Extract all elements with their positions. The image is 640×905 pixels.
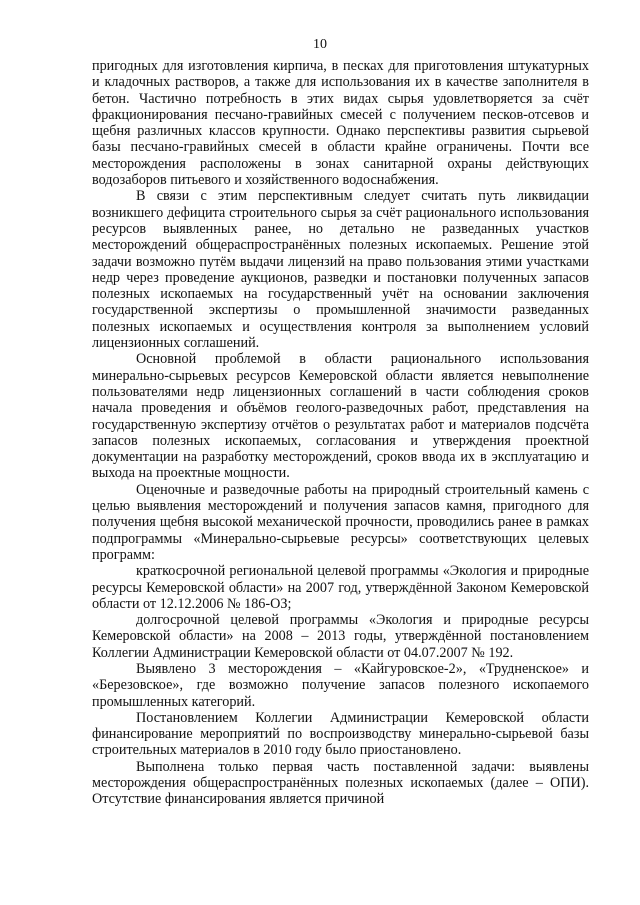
paragraph-long-term-program: долгосрочной целевой программы «Экология и природные ресурсы Кемеровской области» на 2008 – 2013 годы, утверждённой постановлением Коллегии Администрации Кемеровской области от 04.07.2007 № 192. <box>92 612 589 661</box>
paragraph-continuation: пригодных для изготовления кирпича, в песках для приготовления штукатурных и кладочных растворов, а также для использования их в качестве заполнителя в бетон. Частично потребность в этих видах сырья удовлетворяется за счёт фракционирования песчано-гравийных смесей с получением песков-отсевов и щебня различных классов крупности. Однако перспективы развития сырьевой базы песчано-гравийных смесей в области крайне ограничены. Почти все месторождения расположены в зонах санитарной охраны действующих водозаборов питьевого и хозяйственного водоснабжения. <box>92 58 589 189</box>
paragraph-short-term-program: краткосрочной региональной целевой программы «Экология и природные ресурсы Кемеровской области» на 2007 год, утверждённой Законом Кемеровской области от 12.12.2006 № 186-ОЗ; <box>92 563 589 612</box>
paragraph-exploration-work: Оценочные и разведочные работы на природный строительный камень с целью выявления месторождений и получения запасов камня, пригодного для получения щебня высокой механической прочности, проводились ранее в рамках подпрограммы «Минерально-сырьевые ресурсы» соответствующих целевых программ: <box>92 481 589 563</box>
paragraph-funding-suspended: Постановлением Коллегии Администрации Кемеровской области финансирование мероприятий по воспроизводству минерально-сырьевой базы строительных материалов в 2010 году было приостановлено. <box>92 709 589 759</box>
document-body <box>92 58 589 808</box>
paragraph-first-part-done: Выполнена только первая часть поставленной задачи: выявлены месторождения общераспространённых полезных ископаемых (далее – ОПИ). Отсутствие финансирования является причиной <box>92 758 589 808</box>
page-number: 10 <box>313 37 327 52</box>
paragraph-deposits-found: Выявлено 3 месторождения – «Кайгуровское-2», «Трудненское» и «Березовское», где возможно получение запасов полезного ископаемого промышленных категорий. <box>92 660 589 710</box>
paragraph-main-problem: Основной проблемой в области рационального использования минерально-сырьевых ресурсов Кемеровской области является невыполнение пользователями недр лицензионных соглашений в части соблюдения сроков начала проведения и объёмов геолого-разведочных работ, представления на государственную экспертизу отчётов о результатах работ и материалов подсчёта запасов полезных ископаемых, согласования и утверждения проектной документации на разработку месторождений, сроков ввода их в эксплуатацию и выхода на проектные мощности. <box>92 351 589 482</box>
paragraph-deficit-solution: В связи с этим перспективным следует считать путь ликвидации возникшего дефицита строительного сырья за счёт рационального использования ресурсов выявленных ранее, но детально не разведанных участков месторождений общераспространённых полезных ископаемых. Решение этой задачи возможно путём выдачи лицензий на право пользования этими участками недр через проведение аукционов, разведки и постановки полученных запасов полезных ископаемых на государственный учёт на основании заключения государственной экспертизы о промышленной значимости разведанных полезных ископаемых и осуществления контроля за выполнением условий лицензионных соглашений. <box>92 188 589 352</box>
